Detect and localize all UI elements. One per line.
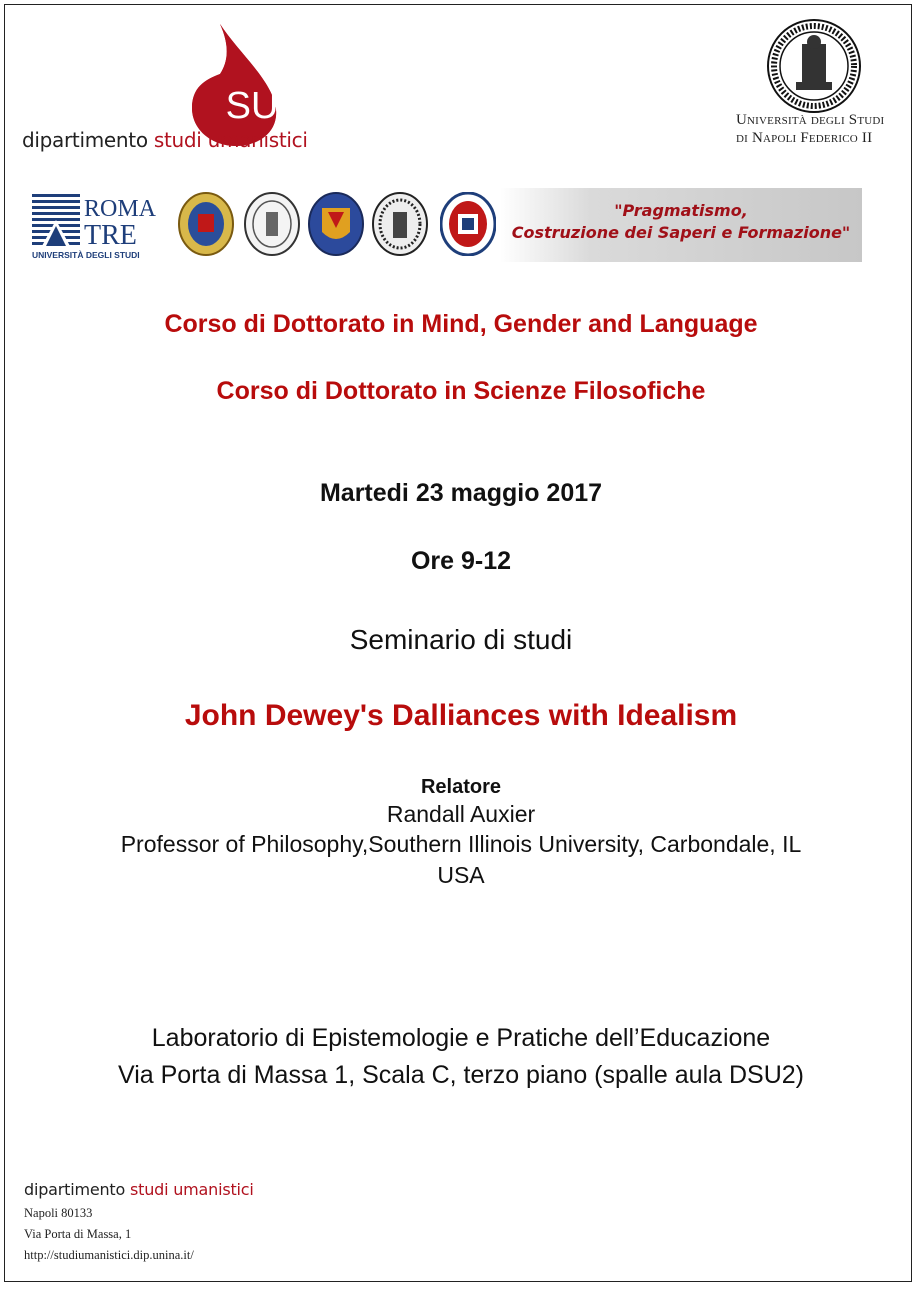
event-title: John Dewey's Dalliances with Idealism [184, 699, 738, 732]
border-gap [5, 1115, 11, 1123]
course-line1: Corso di Dottorato in Mind, Gender and Language [164, 310, 758, 338]
course-line2: Corso di Dottorato in Scienze Filosofiche [216, 377, 706, 405]
university-seal-icon [440, 192, 496, 256]
pragmatism-banner [500, 188, 862, 262]
footer-dsu-plain: dipartimento [24, 1180, 130, 1199]
speaker-name: Randall Auxier [386, 801, 536, 827]
venue-line1: Laboratorio di Epistemologie e Pratiche dell’Educazione [151, 1024, 771, 1052]
footer-address: Via Porta di Massa, 1 [24, 1227, 132, 1241]
speaker-label: Relatore [420, 776, 502, 798]
university-name-line2: di Napoli Federico II [736, 130, 873, 146]
roma-tre-logo [32, 192, 160, 260]
roma-tre-line3: UNIVERSITÀ DEGLI STUDI [32, 250, 140, 260]
venue-line2: Via Porta di Massa 1, Scala C, terzo piano (spalle aula DSU2) [118, 1061, 804, 1089]
roma-tre-line2: TRE [84, 220, 137, 251]
speaker-affiliation: Professor of Philosophy,Southern Illinois University, Carbondale, IL [120, 831, 802, 857]
university-seal-icon [244, 192, 300, 256]
university-seal-icon [178, 192, 234, 256]
footer-dsu-name [24, 1180, 254, 1199]
dsu-name [22, 128, 308, 152]
event-date: Martedi 23 maggio 2017 [319, 479, 603, 507]
dsu-name-accent: studi umanistici [153, 128, 308, 152]
university-name [736, 111, 896, 147]
footer-dsu-accent: studi umanistici [129, 1180, 254, 1199]
banner-line1: "Pragmatismo, [614, 201, 748, 220]
university-seal-icon [308, 192, 364, 256]
dsu-name-plain: dipartimento [22, 128, 154, 152]
university-name-line1: Università degli Studi [736, 112, 885, 128]
dsu-logo-initials: SU [225, 85, 279, 127]
footer-url[interactable]: http://studiumanistici.dip.unina.it/ [24, 1248, 194, 1262]
roma-tre-line1: ROMA [84, 196, 157, 222]
university-seal-icon [372, 192, 428, 256]
speaker-country: USA [437, 862, 485, 888]
banner-line2: Costruzione dei Saperi e Formazione" [511, 223, 851, 242]
event-type: Seminario di studi [349, 624, 573, 655]
federico-ii-seal [766, 18, 862, 114]
footer-city: Napoli 80133 [24, 1206, 93, 1220]
event-time: Ore 9-12 [410, 547, 512, 575]
